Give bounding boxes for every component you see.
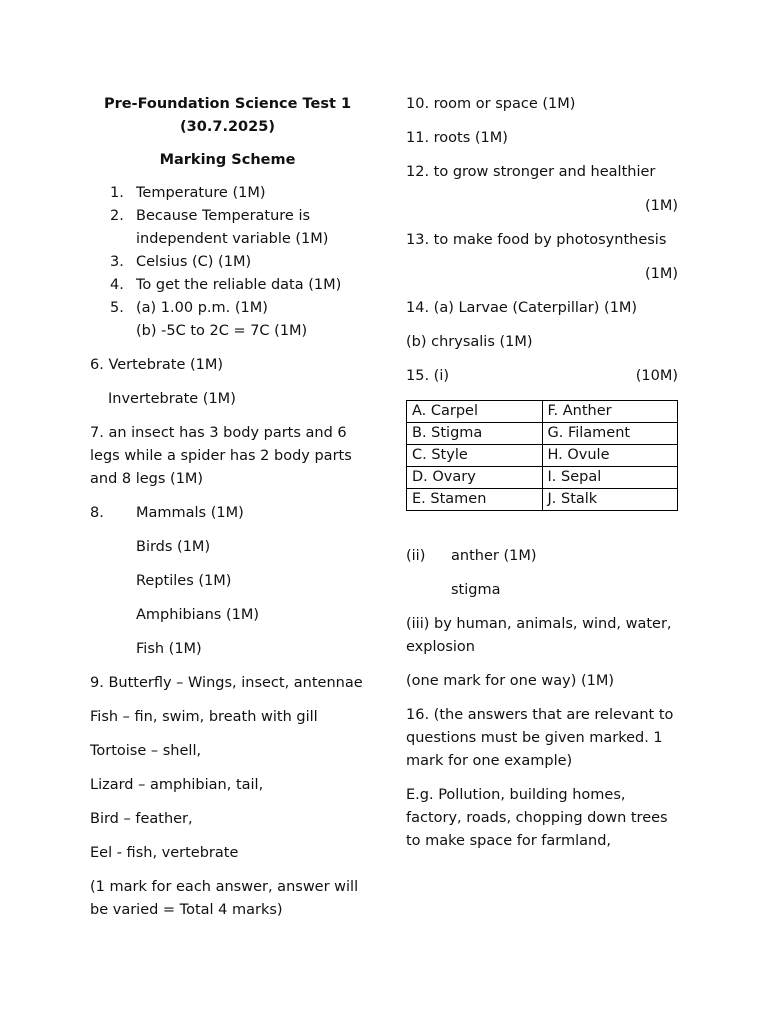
answer-11: 11. roots (1M)	[406, 130, 508, 146]
answer-13: 13. to make food by photosynthesis	[406, 232, 667, 248]
table-row: E. Stamen J. Stalk	[407, 489, 678, 511]
page-title: Pre-Foundation Science Test 1	[103, 96, 352, 112]
list-item: 3. Celsius (C) (1M)	[110, 254, 252, 270]
answer-16: 16. (the answers that are relevant to questions must be given marked. 1 mark for one example)	[406, 707, 674, 769]
list-item: 1. Temperature (1M)	[110, 185, 266, 201]
answer-9-bird: Bird – feather,	[90, 811, 193, 827]
table-row: C. Style H. Ovule	[407, 445, 678, 467]
answer-15-iii-note: (one mark for one way) (1M)	[406, 673, 615, 689]
list-item: 2. Because Temperature is independent variable (1M)	[110, 208, 329, 247]
flower-parts-table	[406, 400, 678, 511]
answer-9-lizard: Lizard – amphibian, tail,	[90, 777, 264, 793]
answer-9-note: (1 mark for each answer, answer will be varied = Total 4 marks)	[90, 879, 359, 918]
table-row: A. Carpel F. Anther	[407, 401, 678, 423]
answer-8-birds: Birds (1M)	[136, 539, 211, 555]
table-row: D. Ovary I. Sepal	[407, 467, 678, 489]
right-column	[406, 93, 678, 864]
answer-9-eel: Eel - fish, vertebrate	[90, 845, 239, 861]
left-column	[90, 93, 365, 933]
answer-8-mammals: 8. Mammals (1M)	[90, 505, 244, 521]
answer-14b: (b) chrysalis (1M)	[406, 334, 533, 350]
answer-6-vertebrate: 6. Vertebrate (1M)	[90, 357, 224, 373]
answer-9-butterfly: 9. Butterfly – Wings, insect, antennae	[90, 675, 363, 691]
marking-scheme-heading: Marking Scheme	[159, 152, 296, 168]
answer-15-iii: (iii) by human, animals, wind, water, explosion	[406, 616, 672, 655]
answer-7: 7. an insect has 3 body parts and 6 legs while a spider has 2 body parts and 8 legs (1M)	[90, 425, 352, 487]
answer-8-amphibians: Amphibians (1M)	[136, 607, 259, 623]
list-item: 5. (a) 1.00 p.m. (1M)	[110, 300, 268, 316]
answer-14a: 14. (a) Larvae (Caterpillar) (1M)	[406, 300, 638, 316]
answer-6-invertebrate: Invertebrate (1M)	[108, 391, 236, 407]
answer-15-ii-stigma: stigma	[451, 582, 501, 598]
answer-13-mark: (1M)	[644, 266, 678, 282]
answer-12: 12. to grow stronger and healthier	[406, 164, 656, 180]
table-row: B. Stigma G. Filament	[407, 423, 678, 445]
answers-1-to-5	[90, 182, 365, 343]
answer-8-reptiles: Reptiles (1M)	[136, 573, 232, 589]
list-item: 4. To get the reliable data (1M)	[110, 277, 342, 293]
answer-9-fish: Fish – fin, swim, breath with gill	[90, 709, 318, 725]
test-date: (30.7.2025)	[180, 119, 275, 135]
answer-16-example: E.g. Pollution, building homes, factory, roads, chopping down trees to make space for farmland,	[406, 787, 668, 849]
list-item: (b) -5C to 2C = 7C (1M)	[136, 323, 308, 339]
answer-15-heading: 15. (i) (10M)	[406, 368, 678, 384]
answer-12-mark: (1M)	[644, 198, 678, 214]
answer-9-tortoise: Tortoise – shell,	[90, 743, 202, 759]
answer-10: 10. room or space (1M)	[406, 96, 576, 112]
answer-15-ii: (ii) anther (1M)	[406, 548, 537, 564]
answer-8-fish: Fish (1M)	[136, 641, 202, 657]
